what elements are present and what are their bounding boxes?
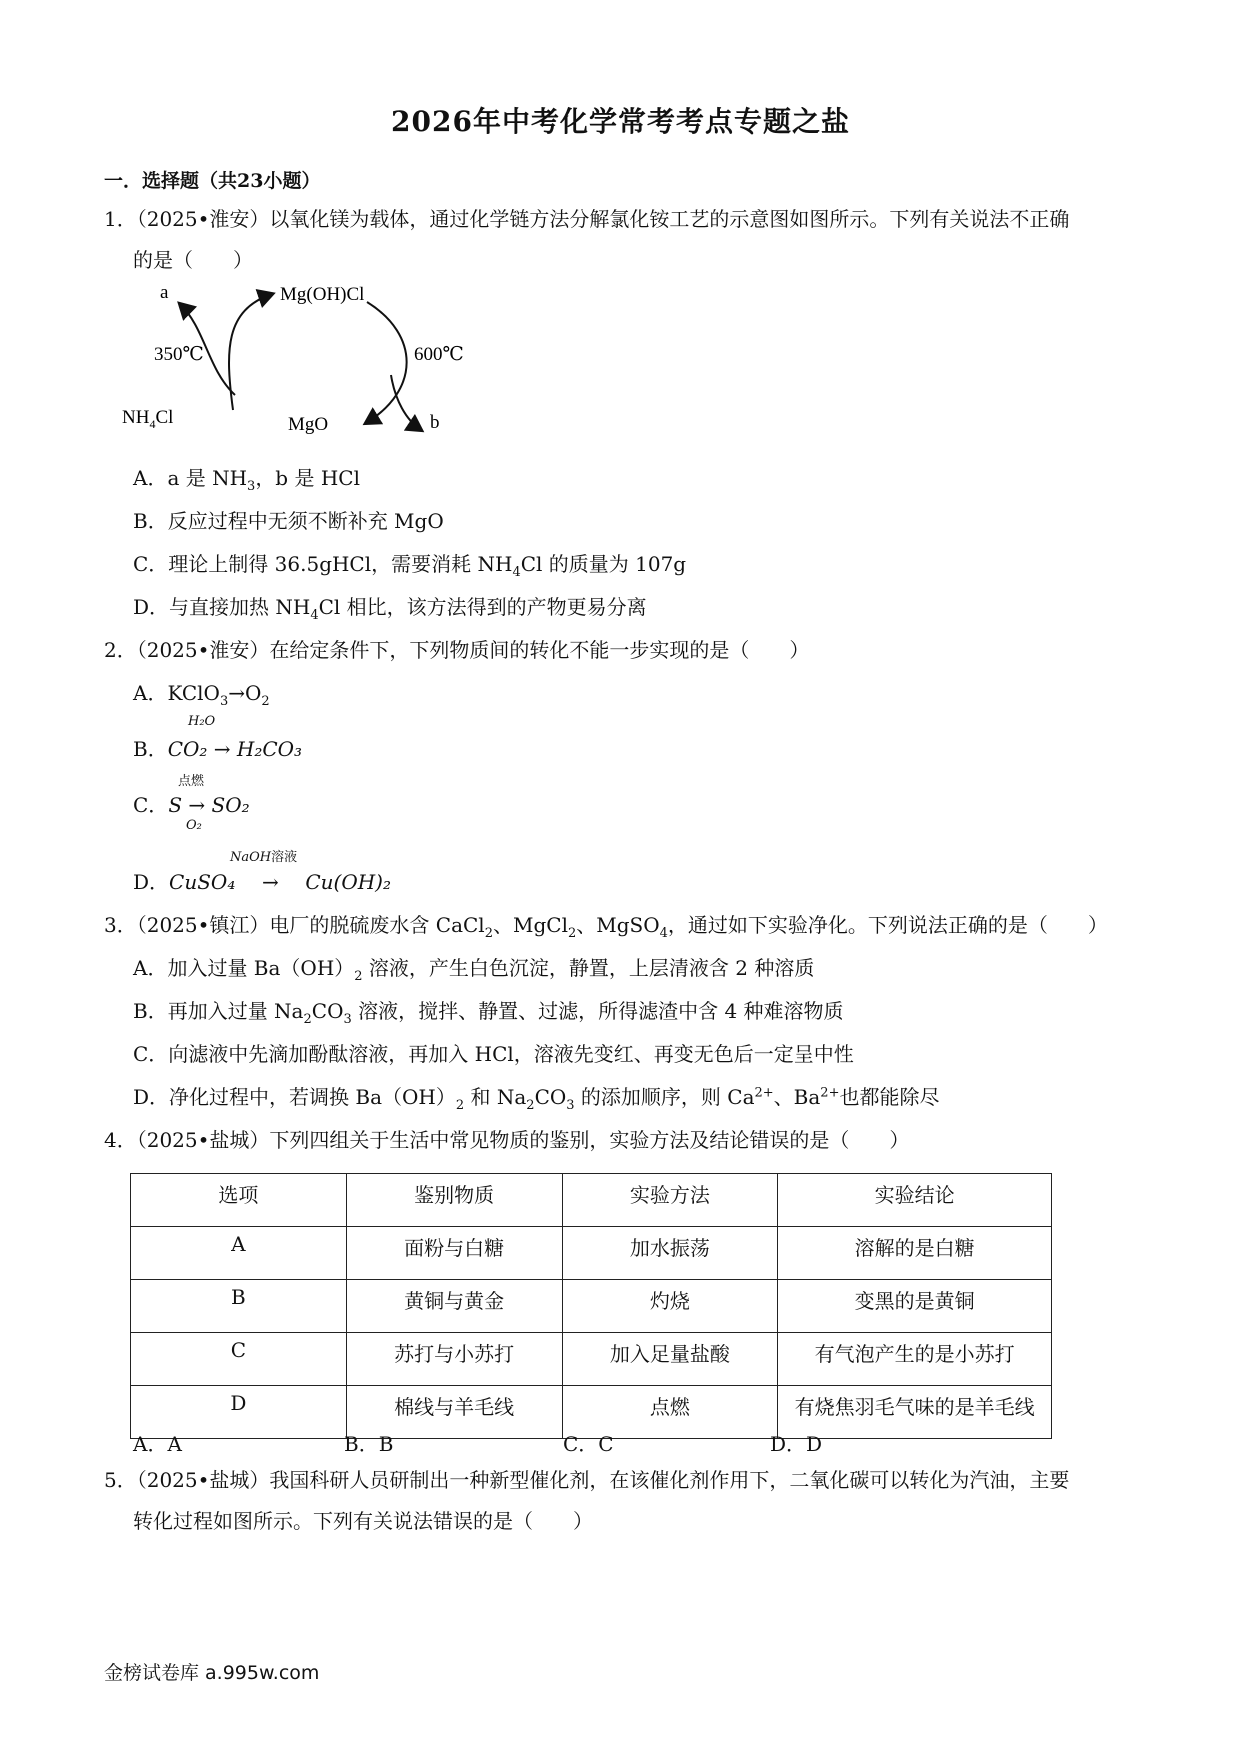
diagram-label-350: 350℃	[154, 344, 204, 365]
table-header-cell: 鉴别物质	[346, 1174, 562, 1227]
q2-d-condition: NaOH溶液	[230, 850, 298, 865]
q4-answer-a: A．A	[133, 1432, 182, 1456]
diagram-label-mgo: MgO	[288, 414, 329, 435]
q3-option-c: C．向滤液中先滴加酚酞溶液，再加入 HCl，溶液先变红、再变无色后一定呈中性	[133, 1042, 854, 1066]
q1-option-c: C．理论上制得 36.5gHCl，需要消耗 $NH_4Cl$ 的质量为 107g	[133, 552, 687, 580]
q1-option-b: B．反应过程中无须不断补充 MgO	[133, 509, 444, 533]
diagram-label-mgohcl: Mg(OH)Cl	[280, 284, 365, 305]
q1-stem-line2: 的是（ ）	[133, 248, 253, 272]
table-cell: B	[131, 1280, 347, 1333]
q1-option-d: D．与直接加热 $NH_4Cl$ 相比，该方法得到的产物更易分离	[133, 595, 647, 623]
table-header-row	[131, 1174, 1052, 1227]
table-cell: C	[131, 1333, 347, 1386]
table-cell: A	[131, 1227, 347, 1280]
table-cell: 面粉与白糖	[346, 1227, 562, 1280]
q2-option-c: C．S → SO₂	[133, 793, 250, 817]
diagram-label-b: b	[430, 412, 440, 433]
table-cell: 灼烧	[562, 1280, 778, 1333]
q4-stem: 4．（2025•盐城）下列四组关于生活中常见物质的鉴别，实验方法及结论错误的是（ ）	[104, 1128, 910, 1152]
table-cell: D	[131, 1386, 347, 1439]
table-cell: 黄铜与黄金	[346, 1280, 562, 1333]
q2-option-d: D．CuSO₄ → Cu(OH)₂	[133, 870, 392, 894]
q4-answer-d: D．D	[770, 1432, 823, 1456]
table-cell: 加入足量盐酸	[562, 1333, 778, 1386]
table-row	[131, 1280, 1052, 1333]
table-header-cell: 选项	[131, 1174, 347, 1227]
q4-answer-c: C．C	[563, 1432, 614, 1456]
q1-stem-line1: 1．（2025•淮安）以氧化镁为载体，通过化学链方法分解氯化铵工艺的示意图如图所示。下列有关说法不正确	[104, 207, 1070, 231]
table-cell: 苏打与小苏打	[346, 1333, 562, 1386]
page-title: 2026年中考化学常考考点专题之盐	[391, 105, 850, 138]
q1-option-a: A．a 是 $NH_3$，b 是 HCl	[133, 466, 360, 494]
table-header-cell: 实验方法	[562, 1174, 778, 1227]
q4-table	[130, 1173, 1052, 1439]
q3-option-d: D．净化过程中，若调换 $Ba(OH)_2$ 和 $Na_2CO_3$ 的添加顺序，则 $Ca^{2+}$、$Ba^{2+}$也都能除尽	[133, 1085, 940, 1113]
table-row	[131, 1227, 1052, 1280]
q2-stem: 2．（2025•淮安）在给定条件下，下列物质间的转化不能一步实现的是（ ）	[104, 638, 810, 662]
table-header-cell: 实验结论	[778, 1174, 1052, 1227]
q5-stem-line2: 转化过程如图所示。下列有关说法错误的是（ ）	[133, 1509, 593, 1533]
table-cell: 有气泡产生的是小苏打	[778, 1333, 1052, 1386]
q2-b-condition: H₂O	[188, 714, 216, 729]
q3-option-a: A．加入过量 $Ba(OH)_2$ 溶液，产生白色沉淀，静置，上层清液含 2 种溶质	[133, 956, 815, 984]
q3-option-b: B．再加入过量 $Na_2CO_3$ 溶液，搅拌、静置、过滤，所得滤渣中含 4 种难溶物质	[133, 999, 844, 1027]
table-cell: 有烧焦羽毛气味的是羊毛线	[778, 1386, 1052, 1439]
table-cell: 变黑的是黄铜	[778, 1280, 1052, 1333]
diagram-label-a: a	[160, 282, 169, 303]
q4-answer-b: B．B	[344, 1432, 394, 1456]
footer-source: 金榜试卷库 a.995w.com	[104, 1662, 320, 1684]
q2-c-condition-top: 点燃	[178, 774, 205, 789]
q1-diagram	[120, 280, 480, 450]
q2-option-b: B．CO₂ → H₂CO₃	[133, 737, 303, 761]
table-cell: 棉线与羊毛线	[346, 1386, 562, 1439]
section-heading: 一．选择题（共23小题）	[104, 170, 321, 192]
table-cell: 溶解的是白糖	[778, 1227, 1052, 1280]
q3-stem: 3．（2025•镇江）电厂的脱硫废水含 CaCl$_2$、MgCl$_2$、MgSO$_4$，通过如下实验净化。下列说法正确的是（ ）	[104, 913, 1108, 941]
q5-stem-line1: 5．（2025•盐城）我国科研人员研制出一种新型催化剂，在该催化剂作用下，二氧化碳可以转化为汽油，主要	[104, 1468, 1070, 1492]
q2-c-condition-bottom: O₂	[186, 818, 202, 833]
diagram-label-600: 600℃	[414, 344, 464, 365]
diagram-label-nh4cl: $NH_4Cl$	[122, 407, 174, 431]
table-cell: 点燃	[562, 1386, 778, 1439]
q2-option-a: A．$KClO_3\to O_2$	[133, 681, 270, 709]
table-row	[131, 1333, 1052, 1386]
table-cell: 加水振荡	[562, 1227, 778, 1280]
